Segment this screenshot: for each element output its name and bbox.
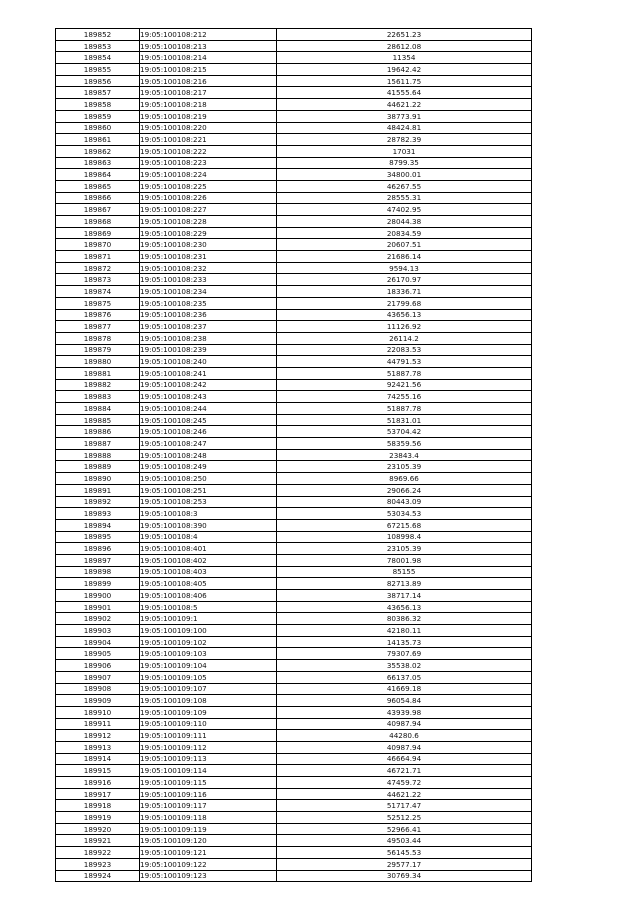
amount-cell: 52966.41	[277, 823, 532, 835]
table-row	[56, 613, 532, 625]
table-row	[56, 110, 532, 122]
table-row	[56, 297, 532, 309]
cadastral-number-cell: 19:05:100108:242	[140, 379, 277, 391]
cadastral-number-cell: 19:05:100108:401	[140, 543, 277, 555]
amount-cell: 20834.59	[277, 227, 532, 239]
amount-cell: 8969.66	[277, 473, 532, 485]
row-id-cell: 189871	[56, 251, 140, 263]
row-id-cell: 189876	[56, 309, 140, 321]
cadastral-number-cell: 19:05:100108:236	[140, 309, 277, 321]
cadastral-number-cell: 19:05:100108:250	[140, 473, 277, 485]
cadastral-number-cell: 19:05:100109:120	[140, 835, 277, 847]
table-row	[56, 157, 532, 169]
table-row	[56, 496, 532, 508]
table-row	[56, 870, 532, 882]
amount-cell: 53034.53	[277, 508, 532, 520]
amount-cell: 29066.24	[277, 484, 532, 496]
row-id-cell: 189923	[56, 858, 140, 870]
table-row	[56, 64, 532, 76]
table-row	[56, 847, 532, 859]
row-id-cell: 189903	[56, 625, 140, 637]
amount-cell: 38773.91	[277, 110, 532, 122]
table-row	[56, 122, 532, 134]
table-row	[56, 543, 532, 555]
cadastral-number-cell: 19:05:100109:123	[140, 870, 277, 882]
cadastral-number-cell: 19:05:100109:111	[140, 730, 277, 742]
cadastral-number-cell: 19:05:100109:117	[140, 800, 277, 812]
row-id-cell: 189920	[56, 823, 140, 835]
table-row	[56, 473, 532, 485]
table-row	[56, 823, 532, 835]
table-row	[56, 858, 532, 870]
cadastral-number-cell: 19:05:100108:239	[140, 344, 277, 356]
row-id-cell: 189908	[56, 683, 140, 695]
cadastral-number-cell: 19:05:100108:215	[140, 64, 277, 76]
amount-cell: 21799.68	[277, 297, 532, 309]
table-row	[56, 426, 532, 438]
row-id-cell: 189899	[56, 578, 140, 590]
cadastral-number-cell: 19:05:100109:118	[140, 812, 277, 824]
table-row	[56, 835, 532, 847]
row-id-cell: 189859	[56, 110, 140, 122]
table-row	[56, 75, 532, 87]
table-row	[56, 484, 532, 496]
amount-cell: 29577.17	[277, 858, 532, 870]
cadastral-number-cell: 19:05:100108:228	[140, 216, 277, 228]
table-row	[56, 40, 532, 52]
table-row	[56, 309, 532, 321]
row-id-cell: 189917	[56, 788, 140, 800]
row-id-cell: 189874	[56, 286, 140, 298]
amount-cell: 80386.32	[277, 613, 532, 625]
cadastral-number-cell: 19:05:100109:116	[140, 788, 277, 800]
amount-cell: 18336.71	[277, 286, 532, 298]
table-row	[56, 706, 532, 718]
row-id-cell: 189877	[56, 321, 140, 333]
amount-cell: 48424.81	[277, 122, 532, 134]
amount-cell: 15611.75	[277, 75, 532, 87]
amount-cell: 40987.94	[277, 718, 532, 730]
cadastral-number-cell: 19:05:100108:390	[140, 519, 277, 531]
row-id-cell: 189863	[56, 157, 140, 169]
table-row	[56, 590, 532, 602]
cadastral-number-cell: 19:05:100108:223	[140, 157, 277, 169]
table-row	[56, 741, 532, 753]
table-row	[56, 461, 532, 473]
cadastral-number-cell: 19:05:100108:224	[140, 169, 277, 181]
cadastral-number-cell: 19:05:100108:220	[140, 122, 277, 134]
amount-cell: 46721.71	[277, 765, 532, 777]
row-id-cell: 189906	[56, 660, 140, 672]
row-id-cell: 189913	[56, 741, 140, 753]
row-id-cell: 189860	[56, 122, 140, 134]
table-row	[56, 519, 532, 531]
row-id-cell: 189872	[56, 262, 140, 274]
row-id-cell: 189862	[56, 145, 140, 157]
row-id-cell: 189853	[56, 40, 140, 52]
amount-cell: 41555.64	[277, 87, 532, 99]
row-id-cell: 189890	[56, 473, 140, 485]
amount-cell: 66137.05	[277, 671, 532, 683]
cadastral-number-cell: 19:05:100108:4	[140, 531, 277, 543]
amount-cell: 23105.39	[277, 461, 532, 473]
cadastral-number-cell: 19:05:100108:406	[140, 590, 277, 602]
amount-cell: 47402.95	[277, 204, 532, 216]
row-id-cell: 189904	[56, 636, 140, 648]
amount-cell: 19642.42	[277, 64, 532, 76]
cadastral-number-cell: 19:05:100109:114	[140, 765, 277, 777]
cadastral-number-cell: 19:05:100109:104	[140, 660, 277, 672]
cadastral-number-cell: 19:05:100109:119	[140, 823, 277, 835]
cadastral-number-cell: 19:05:100108:231	[140, 251, 277, 263]
table-row	[56, 391, 532, 403]
amount-cell: 41669.18	[277, 683, 532, 695]
table-row	[56, 438, 532, 450]
table-row	[56, 812, 532, 824]
table-row	[56, 52, 532, 64]
cadastral-number-cell: 19:05:100108:225	[140, 180, 277, 192]
amount-cell: 8799.35	[277, 157, 532, 169]
table-row	[56, 379, 532, 391]
amount-cell: 47459.72	[277, 777, 532, 789]
row-id-cell: 189885	[56, 414, 140, 426]
cadastral-number-cell: 19:05:100109:107	[140, 683, 277, 695]
cadastral-number-cell: 19:05:100108:218	[140, 99, 277, 111]
amount-cell: 108998.4	[277, 531, 532, 543]
row-id-cell: 189888	[56, 449, 140, 461]
row-id-cell: 189889	[56, 461, 140, 473]
amount-cell: 51831.01	[277, 414, 532, 426]
table-row	[56, 414, 532, 426]
table-row	[56, 554, 532, 566]
table-row	[56, 683, 532, 695]
table-row	[56, 718, 532, 730]
table-row	[56, 765, 532, 777]
row-id-cell: 189902	[56, 613, 140, 625]
cadastral-number-cell: 19:05:100108:229	[140, 227, 277, 239]
cadastral-number-cell: 19:05:100108:245	[140, 414, 277, 426]
amount-cell: 96054.84	[277, 695, 532, 707]
row-id-cell: 189880	[56, 356, 140, 368]
table-row	[56, 204, 532, 216]
amount-cell: 22651.23	[277, 29, 532, 41]
table-row	[56, 169, 532, 181]
cadastral-number-cell: 19:05:100108:238	[140, 332, 277, 344]
table-row	[56, 578, 532, 590]
amount-cell: 58359.56	[277, 438, 532, 450]
amount-cell: 28782.39	[277, 134, 532, 146]
cadastral-number-cell: 19:05:100108:235	[140, 297, 277, 309]
table-row	[56, 99, 532, 111]
row-id-cell: 189875	[56, 297, 140, 309]
table-row	[56, 800, 532, 812]
cadastral-number-cell: 19:05:100109:102	[140, 636, 277, 648]
row-id-cell: 189852	[56, 29, 140, 41]
row-id-cell: 189911	[56, 718, 140, 730]
row-id-cell: 189892	[56, 496, 140, 508]
table-row	[56, 344, 532, 356]
cadastral-number-cell: 19:05:100109:121	[140, 847, 277, 859]
amount-cell: 56145.53	[277, 847, 532, 859]
amount-cell: 17031	[277, 145, 532, 157]
cadastral-number-cell: 19:05:100108:219	[140, 110, 277, 122]
amount-cell: 52512.25	[277, 812, 532, 824]
table-row	[56, 356, 532, 368]
row-id-cell: 189905	[56, 648, 140, 660]
row-id-cell: 189869	[56, 227, 140, 239]
table-row	[56, 566, 532, 578]
amount-cell: 34800.01	[277, 169, 532, 181]
amount-cell: 44791.53	[277, 356, 532, 368]
table-row	[56, 660, 532, 672]
cadastral-number-cell: 19:05:100108:234	[140, 286, 277, 298]
amount-cell: 28555.31	[277, 192, 532, 204]
cadastral-number-cell: 19:05:100108:243	[140, 391, 277, 403]
row-id-cell: 189867	[56, 204, 140, 216]
amount-cell: 23105.39	[277, 543, 532, 555]
amount-cell: 43656.13	[277, 309, 532, 321]
cadastral-number-cell: 19:05:100109:108	[140, 695, 277, 707]
row-id-cell: 189914	[56, 753, 140, 765]
amount-cell: 14135.73	[277, 636, 532, 648]
amount-cell: 78001.98	[277, 554, 532, 566]
cadastral-number-cell: 19:05:100108:253	[140, 496, 277, 508]
cadastral-number-cell: 19:05:100108:216	[140, 75, 277, 87]
cadastral-number-cell: 19:05:100108:221	[140, 134, 277, 146]
table-row	[56, 180, 532, 192]
amount-cell: 51887.78	[277, 403, 532, 415]
amount-cell: 67215.68	[277, 519, 532, 531]
row-id-cell: 189856	[56, 75, 140, 87]
table-row	[56, 332, 532, 344]
amount-cell: 46267.55	[277, 180, 532, 192]
row-id-cell: 189884	[56, 403, 140, 415]
row-id-cell: 189918	[56, 800, 140, 812]
amount-cell: 46664.94	[277, 753, 532, 765]
row-id-cell: 189868	[56, 216, 140, 228]
cadastral-number-cell: 19:05:100108:249	[140, 461, 277, 473]
row-id-cell: 189870	[56, 239, 140, 251]
row-id-cell: 189919	[56, 812, 140, 824]
cadastral-number-cell: 19:05:100108:240	[140, 356, 277, 368]
row-id-cell: 189887	[56, 438, 140, 450]
table-row	[56, 239, 532, 251]
amount-cell: 20607.51	[277, 239, 532, 251]
cadastral-number-cell: 19:05:100109:122	[140, 858, 277, 870]
amount-cell: 9594.13	[277, 262, 532, 274]
row-id-cell: 189861	[56, 134, 140, 146]
row-id-cell: 189866	[56, 192, 140, 204]
amount-cell: 74255.16	[277, 391, 532, 403]
amount-cell: 22083.53	[277, 344, 532, 356]
cadastral-number-cell: 19:05:100109:103	[140, 648, 277, 660]
amount-cell: 42180.11	[277, 625, 532, 637]
amount-cell: 82713.89	[277, 578, 532, 590]
row-id-cell: 189882	[56, 379, 140, 391]
amount-cell: 28044.38	[277, 216, 532, 228]
table-row	[56, 671, 532, 683]
amount-cell: 43656.13	[277, 601, 532, 613]
table-row	[56, 286, 532, 298]
cadastral-number-cell: 19:05:100109:110	[140, 718, 277, 730]
table-row	[56, 753, 532, 765]
row-id-cell: 189921	[56, 835, 140, 847]
amount-cell: 26114.2	[277, 332, 532, 344]
amount-cell: 44621.22	[277, 99, 532, 111]
table-row	[56, 87, 532, 99]
row-id-cell: 189879	[56, 344, 140, 356]
cadastral-number-cell: 19:05:100108:403	[140, 566, 277, 578]
amount-cell: 79307.69	[277, 648, 532, 660]
cadastral-number-cell: 19:05:100108:246	[140, 426, 277, 438]
row-id-cell: 189915	[56, 765, 140, 777]
table-row	[56, 508, 532, 520]
table-row	[56, 262, 532, 274]
cadastral-number-cell: 19:05:100109:115	[140, 777, 277, 789]
amount-cell: 26170.97	[277, 274, 532, 286]
table-row	[56, 321, 532, 333]
cadastral-number-cell: 19:05:100108:244	[140, 403, 277, 415]
row-id-cell: 189855	[56, 64, 140, 76]
cadastral-number-cell: 19:05:100109:112	[140, 741, 277, 753]
amount-cell: 43939.98	[277, 706, 532, 718]
amount-cell: 53704.42	[277, 426, 532, 438]
row-id-cell: 189922	[56, 847, 140, 859]
row-id-cell: 189857	[56, 87, 140, 99]
cadastral-number-cell: 19:05:100108:222	[140, 145, 277, 157]
cadastral-number-cell: 19:05:100108:233	[140, 274, 277, 286]
cadastral-number-cell: 19:05:100108:213	[140, 40, 277, 52]
row-id-cell: 189898	[56, 566, 140, 578]
amount-cell: 49503.44	[277, 835, 532, 847]
row-id-cell: 189896	[56, 543, 140, 555]
row-id-cell: 189907	[56, 671, 140, 683]
row-id-cell: 189900	[56, 590, 140, 602]
row-id-cell: 189897	[56, 554, 140, 566]
amount-cell: 11126.92	[277, 321, 532, 333]
row-id-cell: 189886	[56, 426, 140, 438]
table-row	[56, 192, 532, 204]
cadastral-number-cell: 19:05:100108:227	[140, 204, 277, 216]
cadastral-number-cell: 19:05:100108:3	[140, 508, 277, 520]
table-row	[56, 134, 532, 146]
row-id-cell: 189878	[56, 332, 140, 344]
cadastral-number-cell: 19:05:100109:100	[140, 625, 277, 637]
amount-cell: 51887.78	[277, 367, 532, 379]
row-id-cell: 189912	[56, 730, 140, 742]
row-id-cell: 189854	[56, 52, 140, 64]
table-row	[56, 695, 532, 707]
row-id-cell: 189916	[56, 777, 140, 789]
cadastral-number-cell: 19:05:100108:247	[140, 438, 277, 450]
table-row	[56, 449, 532, 461]
row-id-cell: 189910	[56, 706, 140, 718]
table-row	[56, 403, 532, 415]
table-row	[56, 730, 532, 742]
cadastral-number-cell: 19:05:100109:1	[140, 613, 277, 625]
cadastral-number-cell: 19:05:100108:405	[140, 578, 277, 590]
row-id-cell: 189909	[56, 695, 140, 707]
amount-cell: 51717.47	[277, 800, 532, 812]
amount-cell: 28612.08	[277, 40, 532, 52]
cadastral-number-cell: 19:05:100108:232	[140, 262, 277, 274]
table-row	[56, 216, 532, 228]
table-row	[56, 648, 532, 660]
cadastral-number-cell: 19:05:100109:109	[140, 706, 277, 718]
table-row	[56, 251, 532, 263]
cadastral-number-cell: 19:05:100108:217	[140, 87, 277, 99]
table-body	[56, 29, 532, 882]
row-id-cell: 189864	[56, 169, 140, 181]
row-id-cell: 189893	[56, 508, 140, 520]
row-id-cell: 189883	[56, 391, 140, 403]
amount-cell: 80443.09	[277, 496, 532, 508]
row-id-cell: 189894	[56, 519, 140, 531]
table-row	[56, 274, 532, 286]
amount-cell: 35538.02	[277, 660, 532, 672]
row-id-cell: 189924	[56, 870, 140, 882]
row-id-cell: 189901	[56, 601, 140, 613]
table-row	[56, 788, 532, 800]
data-table	[55, 28, 532, 882]
cadastral-number-cell: 19:05:100108:230	[140, 239, 277, 251]
table-row	[56, 636, 532, 648]
cadastral-number-cell: 19:05:100108:226	[140, 192, 277, 204]
table-row	[56, 625, 532, 637]
amount-cell: 30769.34	[277, 870, 532, 882]
amount-cell: 23843.4	[277, 449, 532, 461]
amount-cell: 44280.6	[277, 730, 532, 742]
amount-cell: 38717.14	[277, 590, 532, 602]
cadastral-number-cell: 19:05:100108:237	[140, 321, 277, 333]
table-row	[56, 531, 532, 543]
cadastral-number-cell: 19:05:100109:113	[140, 753, 277, 765]
table-row	[56, 145, 532, 157]
cadastral-number-cell: 19:05:100108:241	[140, 367, 277, 379]
cadastral-number-cell: 19:05:100108:5	[140, 601, 277, 613]
cadastral-number-cell: 19:05:100108:251	[140, 484, 277, 496]
cadastral-number-cell: 19:05:100108:248	[140, 449, 277, 461]
amount-cell: 85155	[277, 566, 532, 578]
amount-cell: 44621.22	[277, 788, 532, 800]
table-row	[56, 777, 532, 789]
cadastral-number-cell: 19:05:100108:212	[140, 29, 277, 41]
amount-cell: 92421.56	[277, 379, 532, 391]
amount-cell: 11354	[277, 52, 532, 64]
table-row	[56, 601, 532, 613]
cadastral-number-cell: 19:05:100108:214	[140, 52, 277, 64]
table-row	[56, 29, 532, 41]
cadastral-number-cell: 19:05:100109:105	[140, 671, 277, 683]
amount-cell: 21686.14	[277, 251, 532, 263]
table-row	[56, 227, 532, 239]
row-id-cell: 189873	[56, 274, 140, 286]
amount-cell: 40987.94	[277, 741, 532, 753]
row-id-cell: 189881	[56, 367, 140, 379]
table-row	[56, 367, 532, 379]
row-id-cell: 189858	[56, 99, 140, 111]
row-id-cell: 189891	[56, 484, 140, 496]
cadastral-number-cell: 19:05:100108:402	[140, 554, 277, 566]
row-id-cell: 189895	[56, 531, 140, 543]
row-id-cell: 189865	[56, 180, 140, 192]
